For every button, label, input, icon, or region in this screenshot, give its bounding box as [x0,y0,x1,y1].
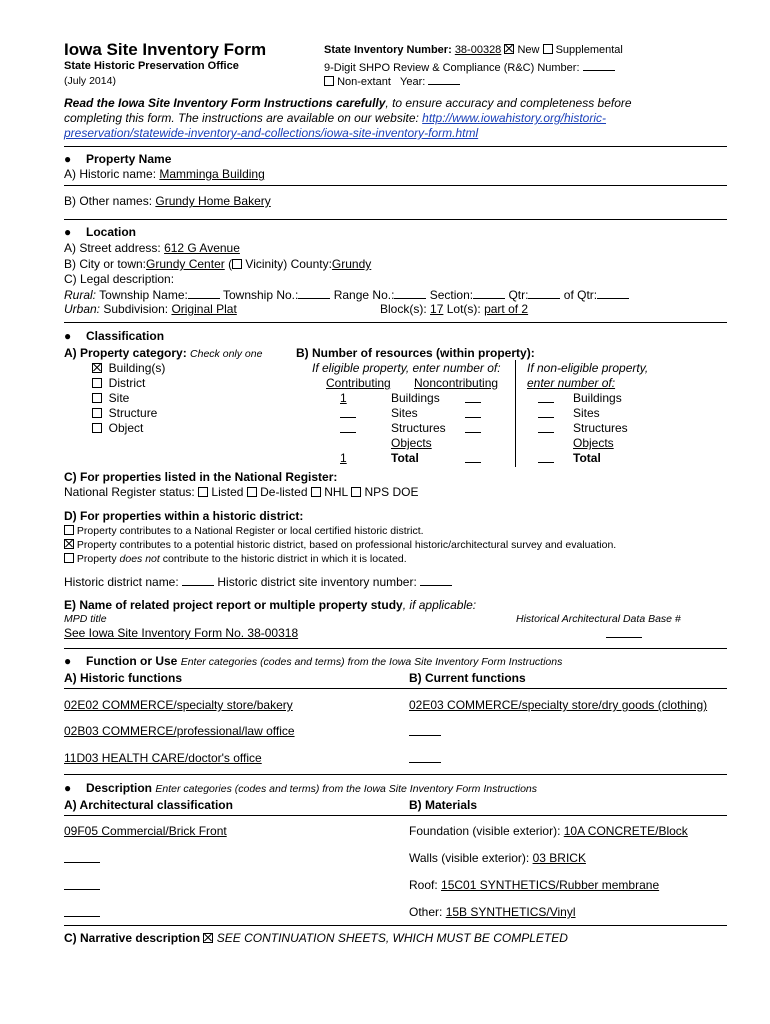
urban-row [64,303,237,315]
district-site-inv-field[interactable] [420,575,452,586]
nps-doe-checkbox[interactable] [351,487,361,497]
divider [64,185,727,186]
object-checkbox[interactable] [92,423,102,433]
total-contrib[interactable]: 1 [340,451,347,465]
category-district[interactable] [92,377,145,389]
total-label: Total [391,451,419,465]
form-title: Iowa Site Inventory Form [64,40,267,59]
current-functions-label: B) Current functions [409,671,526,685]
historic-function-1[interactable]: 02E02 COMMERCE/specialty store/bakery [64,698,293,712]
function-note: Enter categories (codes and terms) from the Iowa Site Inventory Form Instructions [180,656,563,668]
instructions-link-2[interactable]: preservation/statewide-inventory-and-collections/iowa-site-inventory-form.html [64,126,479,140]
sites-contrib[interactable] [340,407,356,418]
hadb-field[interactable] [606,627,642,638]
bullet-icon: ● [64,329,72,343]
ne-sites-label: Sites [573,406,600,420]
other-names-row [64,195,271,207]
divider [64,925,727,926]
legal-label: C) Legal description: [64,272,175,286]
shpo-row [324,60,615,74]
noneligible-note: If non-eligible property, [527,361,649,375]
county-label: County: [290,257,332,271]
historic-function-3[interactable]: 11D03 HEALTH CARE/doctor's office [64,751,262,765]
roof-value[interactable]: 15C01 SYNTHETICS/Rubber membrane [441,878,660,892]
district-site-inv-label: Historic district site inventory number: [217,575,417,589]
category-label: A) Property category: [64,346,187,360]
section-label: Section: [429,288,474,302]
nr-status-label: National Register status: [64,485,195,499]
building-checkbox[interactable] [92,363,102,373]
category-label-text: District [108,376,146,390]
subdivision-label: Subdivision: [103,302,169,316]
location-title: Location [86,225,136,239]
foundation-row [409,825,688,837]
property-name-title: Property Name [86,152,172,166]
materials-label: B) Materials [409,798,478,812]
nhl-label: NHL [324,485,348,499]
township-name-field[interactable] [188,288,220,299]
structures-contrib[interactable] [340,422,356,433]
ne-objects-label: Objects [573,436,614,450]
related-applicable: , if applicable: [402,598,477,612]
county-value[interactable]: Grundy [331,257,372,271]
foundation-value[interactable]: 10A CONCRETE/Block [563,824,688,838]
district-option-1-text: Property contributes to a National Register or local certified historic district. [76,525,424,537]
historic-function-2[interactable]: 02B03 COMMERCE/professional/law office [64,724,295,738]
category-label-text: Structure [108,406,158,420]
description-note: Enter categories (codes and terms) from the Iowa Site Inventory Form Instructions [155,783,538,795]
sites-label: Sites [391,406,418,420]
district-option-2[interactable] [64,539,616,551]
divider [64,815,727,816]
foundation-label: Foundation (visible exterior): [409,824,561,838]
nr-status-row [64,486,418,498]
of-qtr-field[interactable] [597,288,629,299]
divider [64,219,727,220]
delisted-label: De-listed [260,485,308,499]
vicinity-checkbox[interactable] [232,259,242,269]
category-building[interactable] [92,362,165,374]
buildings-contrib[interactable]: 1 [340,391,347,405]
arch-class-field-4[interactable] [64,906,100,917]
township-no-label: Township No.: [222,288,299,302]
divider [64,648,727,649]
year-label: Year: [400,76,426,88]
category-label-text: Building(s) [108,361,166,375]
district-option-2-text: Property contributes to a potential historic district, based on professional historic/architectural survey and evaluation. [76,539,617,551]
street-row [64,242,240,254]
nps-doe-label: NPS DOE [364,485,419,499]
vicinity-paren: ( [228,257,233,271]
street-label: A) Street address: [64,241,161,255]
location-heading [64,226,136,238]
current-function-1[interactable]: 02E03 COMMERCE/specialty store/dry goods (clothing) [409,698,708,712]
divider [64,322,727,323]
divider [64,774,727,775]
district-option-1-checkbox[interactable] [64,525,74,535]
walls-label: Walls (visible exterior): [409,851,530,865]
state-inventory-label: State Inventory Number: [324,44,452,56]
blocks-value[interactable]: 17 [430,302,444,316]
district-heading: D) For properties within a historic district: [64,509,304,523]
intro-line-2 [64,112,606,124]
instructions-link-1[interactable]: http://www.iowahistory.org/historic- [422,111,607,125]
district-name-row [64,575,452,588]
noncontributing-header: Noncontributing [414,376,499,390]
bullet-icon: ● [64,654,72,668]
nonextant-row [324,74,460,88]
delisted-checkbox[interactable] [247,487,257,497]
related-heading: E) Name of related project report or multiple property study [64,598,403,612]
of-qtr-label: of Qtr: [563,288,598,302]
total-noncontrib[interactable] [465,452,481,463]
range-label: Range No.: [333,288,395,302]
ne-sites-field[interactable] [538,407,554,418]
intro-line-3 [64,127,478,139]
narrative-checkbox[interactable] [203,933,213,943]
category-object[interactable] [92,422,143,434]
intro-line-1 [64,97,632,109]
current-function-3[interactable] [409,752,441,763]
intro-bold: Read the Iowa Site Inventory Form Instructions carefully [64,96,386,110]
district-checkbox[interactable] [92,378,102,388]
listed-label: Listed [211,485,244,499]
other-material-value[interactable]: 15B SYNTHETICS/Vinyl [445,905,576,919]
city-row [64,258,371,270]
buildings-noncontrib[interactable] [465,392,481,403]
shpo-label: 9-Digit SHPO Review & Compliance (R&C) Number: [324,62,580,74]
nonextant-checkbox[interactable] [324,76,334,86]
site-checkbox[interactable] [92,393,102,403]
city-label: B) City or town: [64,257,147,271]
other-names-value[interactable]: Grundy Home Bakery [155,194,271,208]
office-name: State Historic Preservation Office [64,60,239,72]
bullet-icon: ● [64,152,72,166]
description-heading [64,782,537,795]
district-option-1[interactable] [64,525,424,537]
property-name-heading [64,153,171,165]
category-label-text: Site [108,391,130,405]
nonextant-label: Non-extant [337,76,391,88]
rural-label: Rural: [64,288,97,302]
mpd-title-label: MPD title [64,613,107,625]
classification-title: Classification [86,329,165,343]
state-inventory-row [324,44,623,56]
structure-checkbox[interactable] [92,408,102,418]
function-title: Function or Use [86,654,178,668]
ne-buildings-field[interactable] [538,392,554,403]
other-material-row [409,906,576,918]
narrative-label: C) Narrative description [64,931,201,945]
new-label: New [517,44,540,56]
historic-name-label: A) Historic name: [64,167,157,181]
bullet-icon: ● [64,781,72,795]
street-value[interactable]: 612 G Avenue [164,241,240,255]
enter-number-note: enter number of: [527,376,616,390]
resources-label: B) Number of resources (within property): [296,346,535,360]
vicinity-label: Vicinity) [245,257,288,271]
district-name-field[interactable] [182,575,214,586]
category-label-row [64,347,262,360]
ne-structures-label: Structures [573,421,628,435]
intro-rest: , to ensure accuracy and completeness before [385,96,632,110]
range-field[interactable] [394,288,426,299]
related-heading-row [64,599,476,611]
qtr-field[interactable] [528,288,560,299]
district-option-2-checkbox[interactable] [64,539,74,549]
blocks-label: Block(s): [380,302,427,316]
township-no-field[interactable] [298,288,330,299]
lots-value[interactable]: part of 2 [484,302,529,316]
current-function-2[interactable] [409,725,441,736]
other-material-label: Other: [409,905,443,919]
category-site[interactable] [92,392,129,404]
narrative-row [64,932,568,944]
eligible-note: If eligible property, enter number of: [312,361,501,375]
township-name-label: Township Name: [99,288,188,302]
lots-label: Lot(s): [446,302,481,316]
buildings-label: Buildings [391,391,440,405]
supplemental-checkbox[interactable] [543,44,553,54]
district-option-3-checkbox[interactable] [64,553,74,563]
hadb-label: Historical Architectural Data Base # [516,613,681,625]
subdivision-value[interactable]: Original Plat [171,302,237,316]
district-option-3-text-b: contribute to the historic district in which it is located. [159,553,407,565]
national-register-heading: C) For properties listed in the National Register: [64,470,338,484]
qtr-label: Qtr: [508,288,529,302]
structures-label: Structures [391,421,446,435]
historic-name-value[interactable]: Mamminga Building [159,167,265,181]
state-inventory-number[interactable]: 38-00328 [454,44,502,56]
blocks-lots-row [380,303,528,315]
check-only-note: Check only one [190,348,263,360]
form-date: (July 2014) [64,75,116,87]
district-option-3-text-i: does not [119,553,160,565]
classification-heading [64,330,164,342]
nhl-checkbox[interactable] [311,487,321,497]
ne-structures-field[interactable] [538,422,554,433]
sites-noncontrib[interactable] [465,407,481,418]
related-value[interactable]: See Iowa Site Inventory Form No. 38-00318 [64,626,299,640]
walls-value[interactable]: 03 BRICK [532,851,586,865]
ne-total-label: Total [573,451,601,465]
arch-class-label: A) Architectural classification [64,798,233,812]
shpo-number-field[interactable] [583,60,615,71]
column-divider [515,360,516,467]
roof-label: Roof: [409,878,438,892]
intro-line2-text: completing this form. The instructions are available on our website: [64,111,423,125]
year-field[interactable] [428,74,460,85]
listed-checkbox[interactable] [198,487,208,497]
ne-buildings-label: Buildings [573,391,622,405]
other-names-label: B) Other names: [64,194,153,208]
rural-row [64,288,629,301]
category-label-text: Object [108,421,144,435]
district-name-label: Historic district name: [64,575,179,589]
arch-class-value[interactable]: 09F05 Commercial/Brick Front [64,824,227,838]
contributing-header: Contributing [326,376,391,390]
arch-class-field-3[interactable] [64,879,100,890]
new-checkbox[interactable] [504,44,514,54]
category-structure[interactable] [92,407,157,419]
bullet-icon: ● [64,225,72,239]
urban-label: Urban: [64,302,101,316]
district-option-3-text-a: Property [76,553,120,565]
section-field[interactable] [473,288,505,299]
supplemental-label: Supplemental [555,44,623,56]
ne-total-field[interactable] [538,452,554,463]
district-option-3[interactable] [64,553,407,565]
walls-row [409,852,586,864]
divider [64,146,727,147]
arch-class-field-2[interactable] [64,852,100,863]
structures-noncontrib[interactable] [465,422,481,433]
historic-name-row [64,168,265,180]
description-title: Description [86,781,153,795]
narrative-value: SEE CONTINUATION SHEETS, WHICH MUST BE COMPLETED [216,931,568,945]
historic-functions-label: A) Historic functions [64,671,183,685]
function-heading [64,655,562,668]
objects-label: Objects [391,436,432,450]
roof-row [409,879,659,891]
divider [64,688,727,689]
city-value[interactable]: Grundy Center [146,257,225,271]
